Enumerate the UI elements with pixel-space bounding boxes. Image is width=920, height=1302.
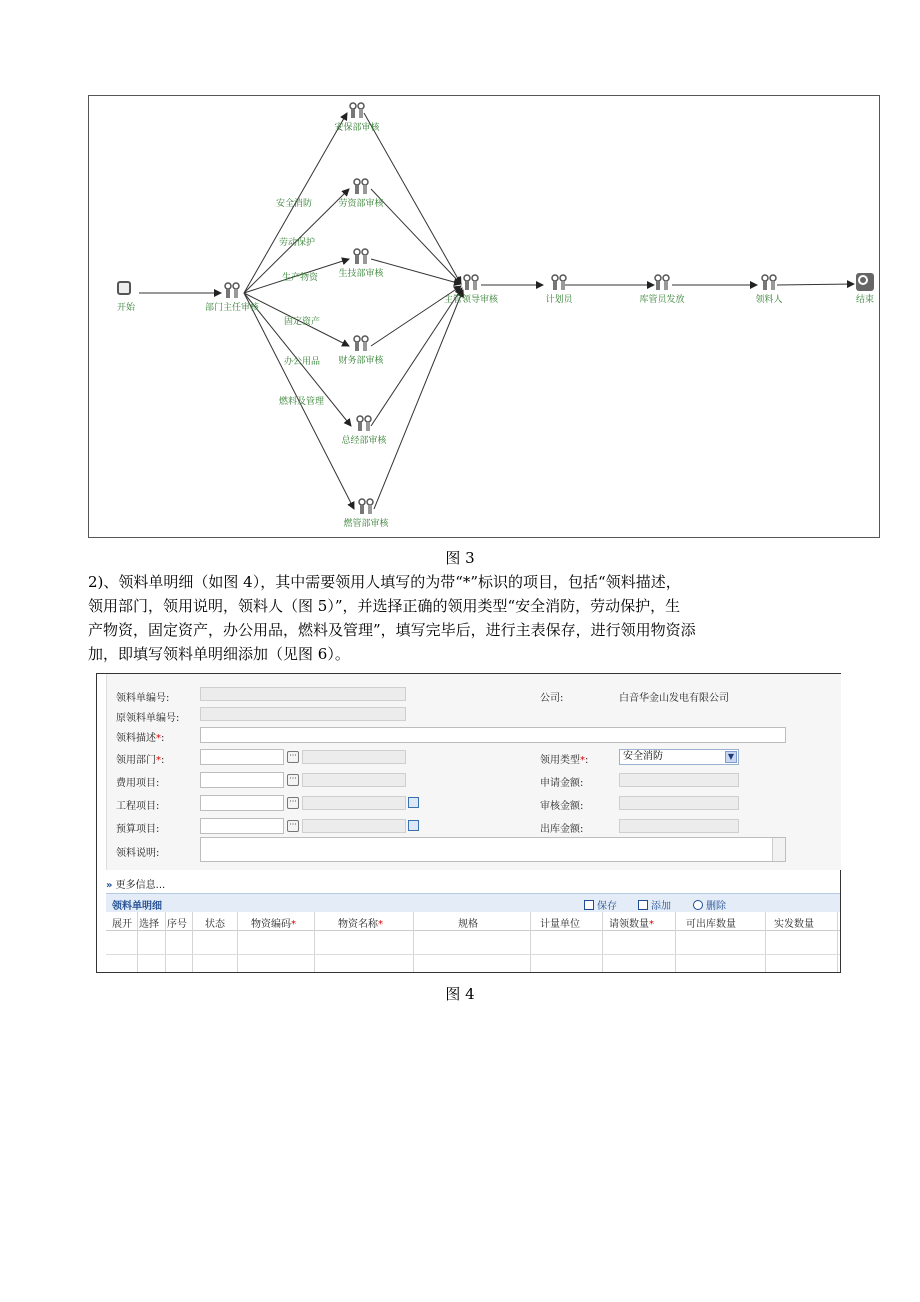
node-label-shengji: 生技部审核	[338, 269, 384, 279]
col-expand[interactable]: 展开	[112, 919, 132, 930]
dept-name-field	[302, 750, 406, 764]
project-lookup-button[interactable]: ···	[287, 797, 299, 809]
desc-label: 领料描述*:	[116, 733, 165, 744]
delete-button[interactable]: 删除	[693, 897, 726, 912]
save-icon	[584, 900, 594, 910]
paragraph-line: 领用部门，领用说明，领料人（图 5）”，并选择正确的领用类型“安全消防，劳动保护，生	[88, 597, 681, 615]
cost-item-lookup-button[interactable]: ···	[287, 774, 299, 786]
task-icon[interactable]	[357, 497, 375, 515]
chevron-down-icon[interactable]: ▼	[725, 751, 737, 763]
node-label-receiver: 领料人	[755, 295, 783, 305]
node-label-anbao: 安保部审核	[334, 123, 380, 133]
detail-toolbar	[106, 893, 840, 912]
edge-label: 燃料及管理	[279, 397, 325, 407]
workflow-edges	[89, 96, 881, 539]
node-label-planner: 计划员	[545, 295, 573, 305]
node-label-laozi: 劳资部审核	[338, 199, 384, 209]
figure4-caption: 图 4	[445, 985, 475, 1003]
cost-item-input[interactable]	[200, 772, 284, 788]
edge-label: 固定资产	[284, 317, 321, 327]
col-seq[interactable]: 序号	[167, 919, 187, 930]
edge-label: 安全消防	[276, 199, 313, 209]
budget-pick-icon[interactable]	[408, 820, 419, 831]
company-value: 白音华金山发电有限公司	[619, 693, 729, 704]
note-scrollbar[interactable]	[772, 838, 785, 861]
node-label-dept: 部门主任审核	[204, 303, 260, 313]
col-material-name[interactable]: 物资名称*	[338, 919, 383, 930]
task-icon[interactable]	[352, 247, 370, 265]
budget-input[interactable]	[200, 818, 284, 834]
node-label-keeper: 库管员发放	[639, 295, 685, 305]
node-label-ranguan: 燃管部审核	[343, 519, 389, 529]
node-label-start: 开始	[116, 303, 136, 313]
budget-label: 预算项目:	[116, 824, 160, 835]
cost-item-name-field	[302, 773, 406, 787]
col-unit[interactable]: 计量单位	[540, 919, 580, 930]
node-label-zongjing: 总经部审核	[341, 436, 387, 446]
paragraph-line: 加，即填写领料单明细添加（见图 6）。	[88, 645, 350, 663]
task-icon[interactable]	[653, 273, 671, 291]
node-label-leader: 主管领导审核	[443, 295, 499, 305]
apply-amount-label: 申请金额:	[540, 778, 584, 789]
task-icon[interactable]	[355, 414, 373, 432]
project-label: 工程项目:	[116, 801, 160, 812]
col-material-code[interactable]: 物资编码*	[251, 919, 296, 930]
task-icon[interactable]	[352, 177, 370, 195]
project-input[interactable]	[200, 795, 284, 811]
workflow-diagram	[88, 95, 880, 538]
out-amount-label: 出库金额:	[540, 824, 584, 835]
paragraph-line: 2)、领料单明细（如图 4），其中需要领用人填写的为带“*”标识的项目，包括“领料描述，	[88, 573, 681, 591]
node-label-caiwu: 财务部审核	[338, 356, 384, 366]
figure3-caption: 图 3	[445, 549, 475, 567]
dept-lookup-button[interactable]: ···	[287, 751, 299, 763]
note-textarea[interactable]	[200, 837, 786, 862]
detail-grid-header	[106, 912, 840, 931]
task-icon[interactable]	[352, 334, 370, 352]
audit-amount-label: 审核金额:	[540, 801, 584, 812]
project-name-field	[302, 796, 406, 810]
budget-lookup-button[interactable]: ···	[287, 820, 299, 832]
edge-label: 生产物资	[282, 273, 319, 283]
col-select[interactable]: 选择	[139, 919, 159, 930]
save-button[interactable]: 保存	[584, 897, 617, 912]
detail-title: 领料单明细	[112, 901, 162, 912]
material-requisition-form	[96, 673, 841, 973]
edge-label: 劳动保护	[279, 238, 316, 248]
end-icon[interactable]	[856, 273, 874, 291]
start-icon[interactable]	[117, 281, 135, 299]
task-icon[interactable]	[760, 273, 778, 291]
type-select-value: 安全消防	[623, 751, 663, 762]
dept-input[interactable]	[200, 749, 284, 765]
audit-amount-field	[619, 796, 739, 810]
delete-icon	[693, 900, 703, 910]
task-icon[interactable]	[348, 101, 366, 119]
type-select[interactable]	[619, 749, 739, 765]
cost-item-label: 费用项目:	[116, 778, 160, 789]
paragraph-line: 产物资，固定资产，办公用品，燃料及管理”，填写完毕后，进行主表保存，进行领用物资添	[88, 621, 696, 639]
type-label: 领用类型*:	[540, 755, 589, 766]
budget-name-field	[302, 819, 406, 833]
company-label: 公司:	[540, 693, 564, 704]
double-chevron-icon: »	[106, 880, 113, 891]
out-amount-field	[619, 819, 739, 833]
desc-input[interactable]	[200, 727, 786, 743]
edge-label: 办公用品	[284, 357, 321, 367]
order-no-label: 领料单编号:	[116, 693, 170, 704]
col-request-qty[interactable]: 请领数量*	[609, 919, 654, 930]
apply-amount-field	[619, 773, 739, 787]
col-available-qty[interactable]: 可出库数量	[686, 919, 736, 930]
dept-label: 领用部门*:	[116, 755, 165, 766]
paragraph	[88, 570, 848, 666]
task-icon[interactable]	[462, 273, 480, 291]
col-status[interactable]: 状态	[205, 919, 225, 930]
orig-order-no-field	[200, 707, 406, 721]
add-icon	[638, 900, 648, 910]
project-pick-icon[interactable]	[408, 797, 419, 808]
col-actual-qty[interactable]: 实发数量	[774, 919, 814, 930]
table-row	[106, 954, 840, 955]
node-label-end: 结束	[855, 295, 875, 305]
task-icon[interactable]	[550, 273, 568, 291]
col-spec[interactable]: 规格	[458, 919, 478, 930]
task-icon[interactable]	[223, 281, 241, 299]
more-info-link[interactable]: » 更多信息...	[106, 880, 166, 891]
orig-order-no-label: 原领料单编号:	[116, 713, 180, 724]
add-button[interactable]: 添加	[638, 897, 671, 912]
note-label: 领料说明:	[116, 848, 160, 859]
order-no-field	[200, 687, 406, 701]
